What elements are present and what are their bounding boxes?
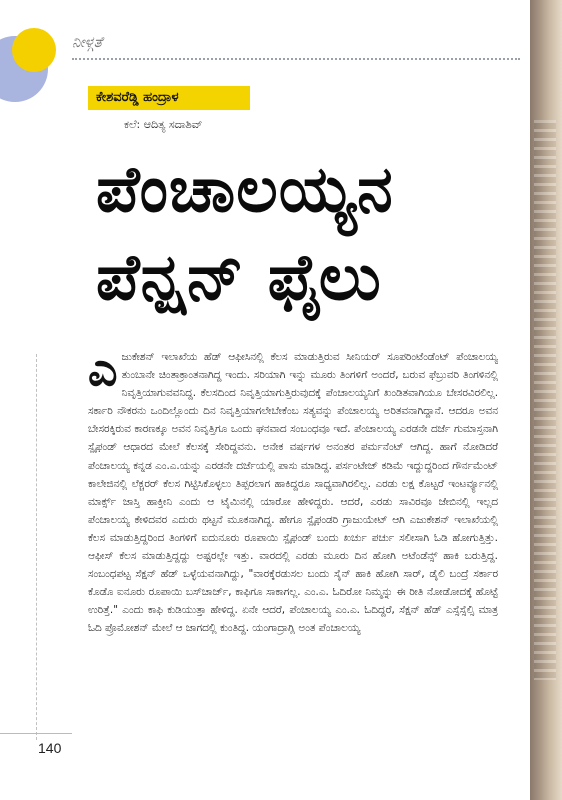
header-dotted-divider xyxy=(72,58,520,60)
decorative-yellow-circle xyxy=(12,28,56,72)
footer-divider xyxy=(0,733,72,734)
margin-dashed-line xyxy=(36,354,37,740)
art-credit: ಕಲೆ: ಆದಿತ್ಯ ಸದಾಶಿವ್ xyxy=(124,118,203,131)
book-spine-edge xyxy=(530,0,562,800)
section-label: ನೀಳ್ಗತೆ xyxy=(72,33,103,51)
story-title-line-1: ಪೆಂಚಾಲಯ್ಯನ xyxy=(96,153,394,227)
story-body-text: ಜುಕೇಶನ್ ಇಲಾಖೆಯ ಹೆಡ್ ಆಫೀಸಿನಲ್ಲಿ ಕೆಲಸ ಮಾಡುತ್ತಿರುವ ಸೀನಿಯರ್ ಸೂಪರಿಂಟೆಂಡೆಂಟ್ ಪೆಂಚಾಲಯ್ಯ ತುಂಬಾನೇ ಚಿಂತಾಕ್ರಾಂತನಾಗಿದ್ದ ಇಂದು. ಸರಿಯಾಗಿ ಇನ್ನು ಮೂರು ತಿಂಗಳಿಗೆ ಅಂದರೆ, ಬರುವ ಫೆಬ್ರುವರಿ ತಿಂಗಳಿನಲ್ಲಿ ನಿವೃತ್ತಿಯಾಗುವವನಿದ್ದ. ಕೆಲಸದಿಂದ ನಿವೃತ್ತಿಯಾಗುತ್ತಿರುವುದಕ್ಕೆ ಪೆಂಚಾಲಯ್ಯನಿಗೆ ಖಂಡಿತವಾಗಿಯೂ ಬೇಸರವಿರಲಿಲ್ಲ. ಸರ್ಕಾರಿ ನೌಕರನು ಒಂದಿಲ್ಲೊಂದು ದಿನ ನಿವೃತ್ತಿಯಾಗಲೇಬೇಕೆಂಬ ಸತ್ಯವನ್ನು ಪೆಂಚಾಲಯ್ಯ ಅರಿತವನಾಗಿದ್ದಾನೆ. ಆದರೂ ಅವನ ಬೇಸರಕ್ಕಿರುವ ಕಾರಣಕ್ಕೂ ಅವನ ನಿವೃತ್ತಿಗೂ ಒಂದು ಘನವಾದ ಸಂಬಂಧವೂ ಇದೆ. ಪೆಂಚಾಲಯ್ಯ ಎರಡನೇ ದರ್ಜೆ ಗುಮಾಸ್ತನಾಗಿ ಸ್ಪೈಫಂಡ್ ಆಧಾರದ ಮೇಲೆ ಕೆಲಸಕ್ಕೆ ಸೇರಿದ್ದವನು. ಅನೇಕ ವರ್ಷಗಳ ಅನಂತರ ಪರ್ಮನೆಂಟ್ ಆಗಿದ್ದ. ಹಾಗೆ ನೋಡಿದರೆ ಪೆಂಚಾಲಯ್ಯ ಕನ್ನಡ ಎಂ.ಎ.ಯನ್ನು ಎರಡನೇ ದರ್ಜೆಯಲ್ಲಿ ಪಾಸು ಮಾಡಿದ್ದ. ಪರ್ಸಂಟೇಜ್ ಕಡಿಮೆ ಇದ್ದುದ್ದರಿಂದ ಗೌರ್ನಮೆಂಟ್ ಕಾಲೇಜಿನಲ್ಲಿ ಲೆಕ್ಚರರ್ ಕೆಲಸ ಗಿಟ್ಟಿಸಿಕೊಳ್ಳಲು ತಿಪ್ಪರಲಾಗ ಹಾಕಿದ್ದರೂ ಸಾಧ್ಯವಾಗಿರಲಿಲ್ಲ. ಎರಡು ಲಕ್ಷ ಕೊಟ್ಟರೆ ಇಂಟರ್ವ್ಯೂನಲ್ಲಿ ಮಾರ್ಕ್ಸ್ ಜಾಸ್ತಿ ಹಾಕ್ತೀನಿ ಎಂದು ಆ ಟೈಮಿನಲ್ಲಿ ಯಾರೋ ಹೇಳಿದ್ದರು. ಆದರೆ, ಎರಡು ಸಾವಿರವೂ ಜೇಬಿನಲ್ಲಿ ಇಲ್ಲದ ಪೆಂಚಾಲಯ್ಯ ಕೇಳಿದವರ ಎದುರು ಥಟ್ಟನೆ ಮೂಕನಾಗಿದ್ದ. ಹೇಗೂ ಸ್ಪೈಫಂಡರಿ ಗ್ರಾಜುಯೇಟ್ ಆಗಿ ಎಜುಕೇಶನ್ ಇಲಾಖೆಯಲ್ಲಿ ಕೆಲಸ ಮಾಡುತ್ತಿದ್ದರಿಂದ ತಿಂಗಳಿಗೆ ಐದುನೂರು ರೂಪಾಯಿ ಸ್ಪೈಫಂಡ್ ಬಂದು ಖರ್ಚು ಪರ್ಚು ಸಲೀಸಾಗಿ ಓಡಿ ಹೋಗುತ್ತಿತ್ತು. ಆಫೀಸ್ ಕೆಲಸ ಮಾಡುತ್ತಿದ್ದದ್ದು ಅಷ್ಟರಲ್ಲೇ ಇತ್ತು. ವಾರದಲ್ಲಿ ಎರಡು ಮೂರು ದಿನ ಹೋಗಿ ಅಟೆಂಡೆನ್ಸ್ ಹಾಕಿ ಬರುತ್ತಿದ್ದ. ಸಂಬಂಧಪಟ್ಟ ಸೆಕ್ಷನ್ ಹೆಡ್ ಒಳ್ಳೆಯವನಾಗಿದ್ದು, "ವಾರಕ್ಕೆರಡುಸಲ ಬಂದು ಸೈನ್ ಹಾಕಿ ಹೋಗಿ ಸಾರ್, ಡೈಲಿ ಬಂದ್ರೆ ಸರ್ಕಾರ ಕೊಡೊ ಐನೂರು ರೂಪಾಯಿ ಬಸ್‌ಚಾರ್ಜ್, ಕಾಫಿಗೂ ಸಾಕಾಗಲ್ಲ. ಎಂ.ಎ. ಓದಿರೋ ನಿಮ್ಮನ್ನು ಈ ರೀತಿ ನೋಡೋದಕ್ಕೆ ಹೊಟ್ಟೆ ಉರಿತ್ತೆ." ಎಂದು ಕಾಫಿ ಕುಡಿಯುತ್ತಾ ಹೇಳಿದ್ದ. ಏನೇ ಆದರೆ, ಪೆಂಚಾಲಯ್ಯ ಎಂ.ಎ. ಓದಿದ್ದರೆ, ಸೆಕ್ಷನ್ ಹೆಡ್ ಎಸ್ಸೆಸ್ಸೆಲ್ಸಿ ಮಾತ್ರ ಓದಿ ಪ್ರೊಮೋಶನ್ ಮೇಲೆ ಆ ಜಾಗದಲ್ಲಿ ಕುಂತಿದ್ದ. ಯಂಗಾದ್ರಾಗ್ಲಿ ಅಂತ ಪೆಂಚಾಲಯ್ಯ xyxy=(88,351,498,635)
story-title-line-2: ಪೆನ್ಷನ್ ಫೈಲು xyxy=(96,241,382,315)
author-name: ಕೇಶವರೆಡ್ಡಿ ಹಂದ್ರಾಳ xyxy=(88,86,250,110)
drop-cap: ಎ xyxy=(88,348,118,396)
page-number: 140 xyxy=(38,740,62,756)
story-body xyxy=(88,348,498,728)
